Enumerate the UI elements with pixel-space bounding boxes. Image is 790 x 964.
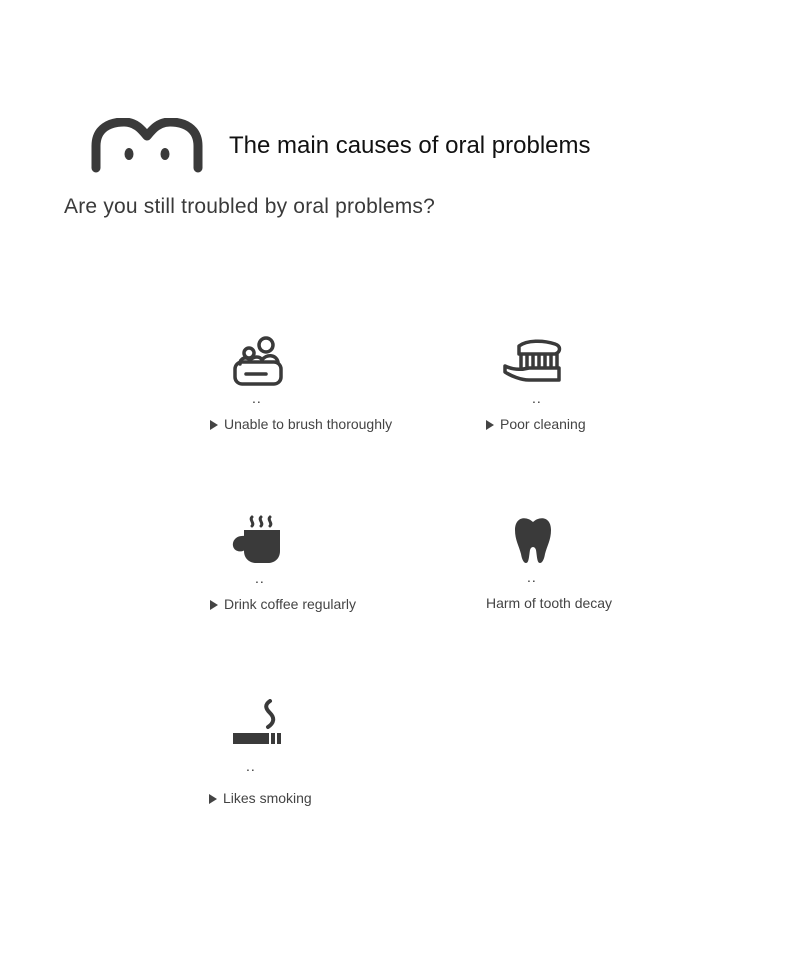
separator-dots: .. xyxy=(527,569,537,585)
play-arrow-icon xyxy=(210,420,218,430)
play-arrow-icon xyxy=(210,600,218,610)
tooth-icon xyxy=(513,516,553,564)
separator-dots: .. xyxy=(246,758,256,774)
page-subtitle: Are you still troubled by oral problems? xyxy=(64,195,436,218)
cause-label: Harm of tooth decay xyxy=(486,595,613,611)
separator-dots: .. xyxy=(532,390,542,406)
play-arrow-icon xyxy=(209,794,217,804)
cause-label: Unable to brush thoroughly xyxy=(224,416,393,432)
separator-dots: .. xyxy=(252,390,262,406)
coffee-cup-icon xyxy=(232,515,284,565)
cause-label: Drink coffee regularly xyxy=(224,596,357,612)
cigarette-icon xyxy=(232,699,284,747)
brush-hands-icon xyxy=(232,336,284,388)
separator-dots: .. xyxy=(255,570,265,586)
cause-label: Likes smoking xyxy=(223,790,312,806)
toothbrush-icon xyxy=(503,338,563,384)
play-arrow-icon xyxy=(486,420,494,430)
cause-label: Poor cleaning xyxy=(500,416,586,432)
page-title: The main causes of oral problems xyxy=(229,132,591,159)
brand-logo-icon xyxy=(90,118,204,174)
